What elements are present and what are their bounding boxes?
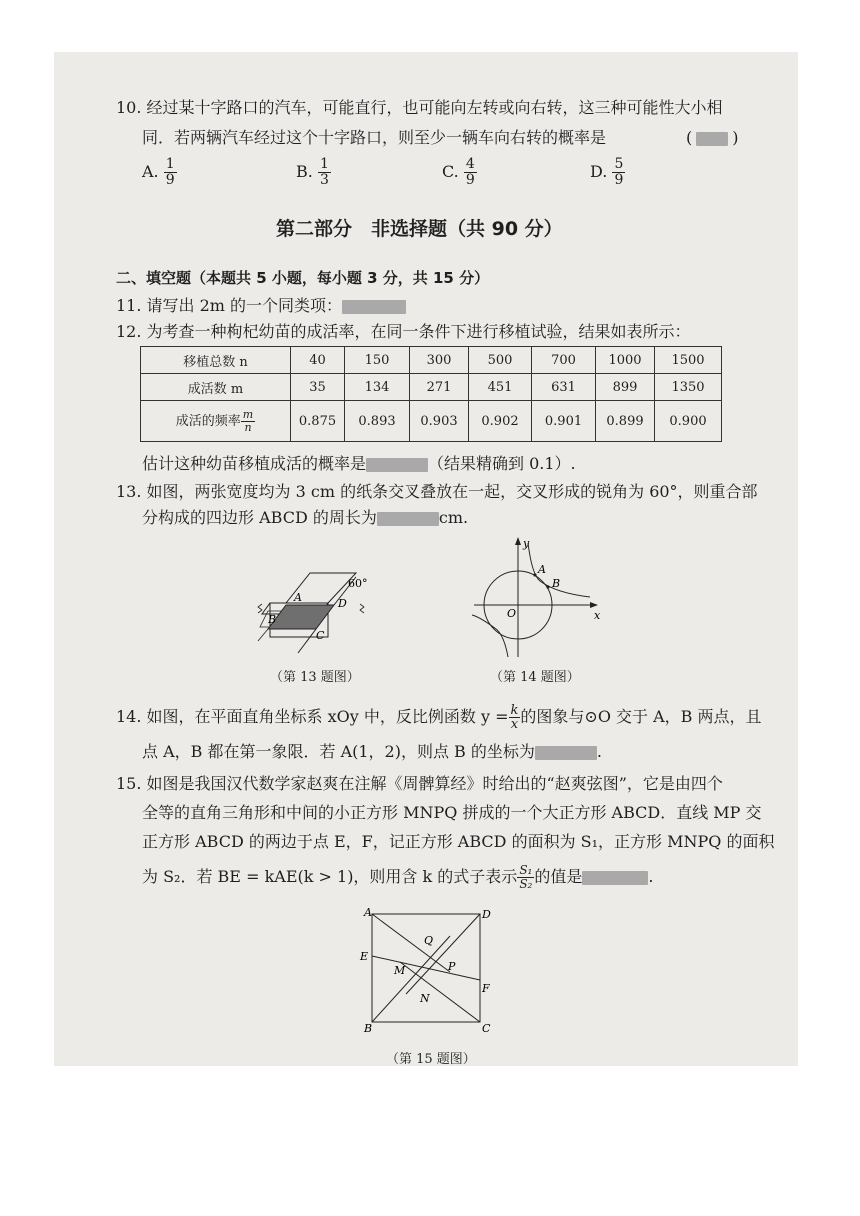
frac-den: 9 — [465, 172, 475, 188]
table-cell: 0.901 — [532, 401, 596, 442]
q12-text: 12. 为考查一种枸杞幼苗的成活率，在同一条件下进行移植试验，结果如表所示： — [116, 322, 691, 341]
q15-line1: 15. 如图是我国汉代数学家赵爽在注解《周髀算经》时给出的“赵爽弦图”，它是由四个 — [116, 774, 723, 793]
q14-answer-blank[interactable] — [535, 746, 597, 760]
table-cell: 451 — [469, 374, 532, 401]
table-row — [141, 347, 722, 374]
table-cell: 0.893 — [345, 401, 410, 442]
label-D: D — [338, 597, 347, 610]
frac-num: 5 — [614, 156, 624, 172]
table-row — [141, 374, 722, 401]
q10-paren-open: ( — [686, 128, 693, 147]
q13-figure — [258, 565, 378, 660]
table-cell: 0.899 — [596, 401, 655, 442]
row-label-survived: 成活数 m — [141, 374, 291, 401]
label-D: D — [482, 908, 491, 921]
table-cell: 40 — [291, 347, 345, 374]
frac-den: 9 — [165, 172, 175, 188]
q12-estimate-before: 估计这种幼苗移植成活的概率是 — [142, 454, 367, 473]
q10-option-c-label: C. — [442, 162, 459, 181]
label-Q: Q — [424, 934, 434, 947]
label-60deg: 60° — [348, 577, 368, 590]
table-row — [141, 401, 722, 442]
label-B: B — [552, 577, 561, 590]
table-cell: 899 — [596, 374, 655, 401]
frac-den: 3 — [319, 172, 329, 188]
freq-label: 成活的频率 — [175, 413, 241, 429]
table-cell: 35 — [291, 374, 345, 401]
label-C: C — [482, 1022, 491, 1035]
q14-line2-after: . — [596, 742, 602, 761]
table-cell: 700 — [532, 347, 596, 374]
q13-line2-after: cm. — [438, 508, 469, 527]
q13-line1: 13. 如图，两张宽度均为 3 cm 的纸条交叉叠放在一起，交叉形成的锐角为 60°，则重合部 — [116, 482, 758, 501]
q15-line3: 正方形 ABCD 的两边于点 E，F，记正方形 ABCD 的面积为 S₁，正方形 MNPQ 的面积 — [142, 832, 775, 851]
q12-estimate — [142, 454, 576, 474]
q12-table — [140, 346, 722, 442]
frac-num: k — [510, 703, 519, 718]
q14-line2 — [142, 742, 602, 762]
q10-option-b-label: B. — [296, 162, 313, 181]
q10-option-d — [590, 154, 625, 190]
table-cell: 0.900 — [655, 401, 722, 442]
q13-answer-blank[interactable] — [377, 512, 439, 526]
table-cell: 150 — [345, 347, 410, 374]
label-B: B — [364, 1022, 373, 1035]
frac-num: 1 — [165, 156, 175, 172]
q12-estimate-after: （结果精确到 0.1）. — [428, 454, 576, 473]
part2-title: 第二部分 非选择题（共 90 分） — [276, 218, 563, 240]
label-C: C — [316, 629, 325, 642]
origin-label: O — [507, 607, 517, 620]
q10-answer-blank[interactable] — [696, 132, 728, 146]
table-cell: 0.902 — [469, 401, 532, 442]
q10-option-a-frac — [164, 157, 177, 188]
table-cell: 500 — [469, 347, 532, 374]
q12-answer-blank[interactable] — [366, 458, 428, 472]
table-cell: 300 — [410, 347, 469, 374]
freq-frac — [241, 409, 255, 434]
frac-num: 1 — [319, 156, 329, 172]
q10-stem-line1: 10. 经过某十字路口的汽车，可能直行，也可能向左转或向右转，这三种可能性大小相 — [116, 98, 723, 117]
table-cell: 0.903 — [410, 401, 469, 442]
q14-line2-before: 点 A，B 都在第一象限．若 A(1，2)，则点 B 的坐标为 — [142, 742, 535, 761]
label-E: E — [360, 950, 369, 963]
table-cell: 1350 — [655, 374, 722, 401]
q15-caption: （第 15 题图） — [386, 1052, 476, 1067]
q10-answer-paren — [686, 128, 739, 148]
table-cell: 271 — [410, 374, 469, 401]
q10-stem-line2: 同．若两辆汽车经过这个十字路口，则至少一辆车向右转的概率是 — [142, 128, 607, 147]
label-A: A — [364, 906, 372, 919]
section2-heading: 二、填空题（本题共 5 小题，每小题 3 分，共 15 分） — [116, 269, 490, 287]
q15-s1-over-s2 — [517, 864, 534, 891]
q14-line1-a: 14. 如图，在平面直角坐标系 xOy 中，反比例函数 y = — [116, 707, 509, 726]
label-N: N — [420, 992, 430, 1005]
row-label-frequency — [141, 401, 291, 442]
frac-num: m — [242, 407, 254, 421]
q10-option-c-frac — [464, 157, 477, 188]
label-A: A — [538, 563, 546, 576]
frac-den: S₂ — [519, 877, 533, 891]
q13-caption: （第 13 题图） — [270, 670, 360, 685]
q14-k-over-x — [509, 704, 521, 731]
q14-line1 — [116, 700, 762, 734]
q11-line — [116, 296, 406, 316]
q14-figure — [466, 535, 606, 660]
q10-paren-close: ) — [732, 128, 739, 147]
q15-line4-before: 为 S₂．若 BE = kAE(k > 1)，则用含 k 的式子表示 — [142, 867, 518, 886]
label-B: B — [268, 613, 277, 626]
frac-den: x — [510, 717, 519, 732]
label-M: M — [394, 964, 406, 977]
q15-end: . — [648, 867, 654, 886]
table-cell: 631 — [532, 374, 596, 401]
q14-caption: （第 14 题图） — [490, 670, 580, 685]
q11-answer-blank[interactable] — [342, 300, 406, 314]
frac-den: n — [244, 420, 252, 434]
q15-line4-after: 的值是 — [534, 867, 583, 886]
label-F: F — [482, 982, 490, 995]
table-cell: 134 — [345, 374, 410, 401]
q10-option-d-label: D. — [590, 162, 608, 181]
q10-option-c — [442, 154, 477, 190]
row-label-total: 移植总数 n — [141, 347, 291, 374]
q10-option-b — [296, 154, 331, 190]
frac-num: 4 — [465, 156, 475, 172]
q13-line2-before: 分构成的四边形 ABCD 的周长为 — [142, 508, 377, 527]
q15-line2: 全等的直角三角形和中间的小正方形 MNPQ 拼成的一个大正方形 ABCD．直线 MP 交 — [142, 803, 762, 822]
table-cell: 1000 — [596, 347, 655, 374]
q10-option-d-frac — [612, 157, 625, 188]
q15-answer-blank[interactable] — [582, 871, 648, 885]
q11-text: 11. 请写出 2m 的一个同类项： — [116, 296, 343, 315]
q14-line1-b: 的图象与⊙O 交于 A，B 两点，且 — [520, 707, 762, 726]
frac-den: 9 — [614, 172, 624, 188]
label-A: A — [294, 591, 302, 604]
axis-y-label: y — [523, 537, 530, 550]
table-cell: 0.875 — [291, 401, 345, 442]
q15-line4 — [142, 860, 653, 894]
q15-figure — [358, 906, 498, 1046]
q10-option-b-frac — [318, 157, 331, 188]
frac-num: S₁ — [519, 863, 533, 877]
q10-option-a — [142, 154, 177, 190]
q13-line2 — [142, 508, 468, 528]
q10-option-a-label: A. — [142, 162, 159, 181]
table-cell: 1500 — [655, 347, 722, 374]
label-P: P — [448, 960, 456, 973]
axis-x-label: x — [594, 609, 601, 622]
